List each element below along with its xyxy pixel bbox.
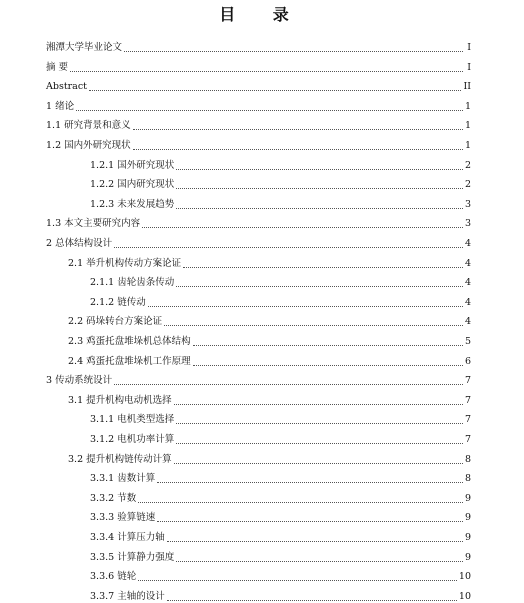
toc-entry[interactable] — [90, 528, 471, 544]
toc-entry-label: 2.1.1 齿轮齿条传动 — [90, 277, 175, 289]
toc-entry-label: 2.3 鸡蛋托盘堆垛机总体结构 — [68, 336, 191, 347]
toc-entry-label: 3.3.6 链轮 — [90, 571, 137, 583]
toc-entry-page-number: 4 — [464, 257, 471, 269]
toc-entry[interactable] — [46, 58, 471, 74]
toc-entry-label: 1.1 研究背景和意义 — [46, 120, 131, 132]
toc-entry-label: 3.3.5 计算静力强度 — [90, 551, 175, 563]
toc-entry[interactable] — [68, 352, 471, 368]
dot-leader — [176, 200, 463, 209]
toc-entry[interactable] — [46, 116, 471, 132]
toc-entry-page-number: 4 — [464, 316, 471, 328]
toc-entry-label: 1.2 国内外研究现状 — [46, 140, 131, 151]
toc-entry-page-number: 9 — [464, 532, 471, 543]
dot-leader — [157, 474, 463, 483]
dot-leader — [138, 494, 463, 503]
toc-entry[interactable] — [90, 430, 471, 446]
toc-entry-page-number: 7 — [464, 414, 471, 426]
toc-entry-page-number: 6 — [464, 355, 471, 367]
toc-entry-page-number: 9 — [464, 492, 471, 504]
toc-entry-page-number: 8 — [464, 453, 471, 465]
dot-leader — [183, 259, 463, 268]
toc-entry[interactable] — [90, 548, 471, 564]
toc-entry-page-number: 1 — [464, 120, 471, 132]
dot-leader — [124, 43, 463, 52]
dot-leader — [164, 317, 463, 326]
toc-entry-page-number: I — [467, 42, 471, 53]
dot-leader — [174, 455, 463, 464]
toc-entry[interactable] — [90, 156, 471, 172]
dot-leader — [193, 337, 463, 346]
dot-leader — [138, 572, 457, 581]
toc-entry[interactable] — [46, 214, 471, 230]
dot-leader — [193, 357, 463, 366]
toc-entry[interactable] — [90, 567, 471, 583]
dot-leader — [133, 121, 463, 130]
toc-entry-label: 2.4 鸡蛋托盘堆垛机工作原理 — [68, 355, 191, 367]
toc-entry-page-number: 10 — [458, 590, 471, 602]
dot-leader — [176, 161, 463, 170]
dot-leader — [114, 239, 463, 248]
toc-entry-page-number: 3 — [464, 198, 471, 210]
toc-entry[interactable] — [90, 175, 471, 191]
page-title: 目 录 — [219, 5, 305, 24]
toc-entry-label: 2.2 码垛转台方案论证 — [68, 316, 163, 328]
toc-entry-label: 2 总体结构设计 — [46, 238, 113, 249]
toc-entry[interactable] — [46, 97, 471, 113]
dot-leader — [114, 376, 463, 385]
toc-entry[interactable] — [90, 489, 471, 505]
toc-entry-label: 1.3 本文主要研究内容 — [46, 218, 141, 230]
toc-entry-label: 3.3.2 节数 — [90, 492, 137, 504]
dot-leader — [148, 298, 463, 307]
dot-leader — [167, 533, 463, 542]
dot-leader — [89, 82, 462, 91]
toc-entry[interactable] — [68, 391, 471, 407]
toc-entry-label: 1.2.2 国内研究现状 — [90, 179, 175, 191]
dot-leader — [142, 219, 463, 228]
toc-entry-label: 1 绪论 — [46, 100, 75, 112]
toc-entry-page-number: 9 — [464, 551, 471, 563]
toc-entry-label: 摘 要 — [46, 61, 69, 73]
toc-entry-label: 3 传动系统设计 — [46, 375, 113, 387]
toc-entry-page-number: 1 — [464, 100, 471, 112]
dot-leader — [174, 396, 463, 405]
toc-entry-label: 2.1 举升机构传动方案论证 — [68, 257, 182, 269]
dot-leader — [176, 180, 463, 189]
toc-entry-label: 3.3.4 计算压力轴 — [90, 532, 165, 543]
toc-entry-label: 3.2 提升机构链传动计算 — [68, 453, 172, 465]
toc-entry-label: 1.2.1 国外研究现状 — [90, 159, 175, 171]
dot-leader — [176, 435, 463, 444]
toc-entry-page-number: I — [467, 61, 471, 73]
toc-entry-page-number: II — [463, 81, 471, 93]
toc-entry[interactable] — [90, 508, 471, 524]
toc-entry[interactable] — [90, 410, 471, 426]
toc-entry[interactable] — [68, 450, 471, 466]
toc-entry[interactable] — [46, 136, 471, 152]
toc-entry-page-number: 7 — [464, 434, 471, 445]
dot-leader — [133, 141, 463, 150]
toc-entry-label: 3.3.7 主轴的设计 — [90, 590, 165, 602]
dot-leader — [176, 553, 463, 562]
toc-entry[interactable] — [90, 195, 471, 211]
dot-leader — [176, 415, 463, 424]
toc-entry[interactable] — [46, 371, 471, 387]
toc-entry-page-number: 2 — [464, 179, 471, 191]
dot-leader — [70, 63, 463, 72]
toc-entry-page-number: 2 — [464, 159, 471, 171]
toc-entry-label: 3.1.2 电机功率计算 — [90, 434, 175, 445]
toc-entry-page-number: 10 — [458, 571, 471, 583]
toc-entry-label: 3.3.3 验算链速 — [90, 512, 156, 524]
toc-entry-page-number: 3 — [464, 218, 471, 230]
toc-entry-label: 湘潭大学毕业论文 — [46, 42, 123, 53]
toc-entry-page-number: 8 — [464, 473, 471, 485]
toc-entry-page-number: 7 — [464, 394, 471, 406]
toc-entry-page-number: 4 — [464, 277, 471, 289]
dot-leader — [76, 102, 463, 111]
toc-entry-page-number: 5 — [464, 336, 471, 347]
toc-entry[interactable] — [68, 254, 471, 270]
toc-entry[interactable] — [46, 77, 471, 93]
toc-entry[interactable] — [68, 332, 471, 348]
toc-entry[interactable] — [68, 312, 471, 328]
toc-entry[interactable] — [90, 587, 471, 603]
toc-entry-page-number: 4 — [464, 296, 471, 308]
toc-entry[interactable] — [46, 234, 471, 250]
toc-entry-label: 3.3.1 齿数计算 — [90, 473, 156, 485]
toc-entry-label: 3.1 提升机构电动机选择 — [68, 394, 172, 406]
dot-leader — [167, 592, 457, 601]
toc-entry[interactable] — [90, 293, 471, 309]
dot-leader — [157, 513, 463, 522]
dot-leader — [176, 278, 463, 287]
toc-entry-label: 2.1.2 链传动 — [90, 296, 146, 308]
toc-entry[interactable] — [90, 469, 471, 485]
toc-entry-page-number: 7 — [464, 375, 471, 387]
toc-entry[interactable] — [46, 38, 471, 54]
toc-entry-label: 1.2.3 未来发展趋势 — [90, 198, 175, 210]
toc-entry-page-number: 9 — [464, 512, 471, 524]
toc-entry-page-number: 4 — [464, 238, 471, 249]
toc-entry-page-number: 1 — [464, 140, 471, 151]
toc-entry-label: 3.1.1 电机类型选择 — [90, 414, 175, 426]
toc-entry[interactable] — [90, 273, 471, 289]
toc-entry-label: Abstract — [46, 81, 87, 93]
